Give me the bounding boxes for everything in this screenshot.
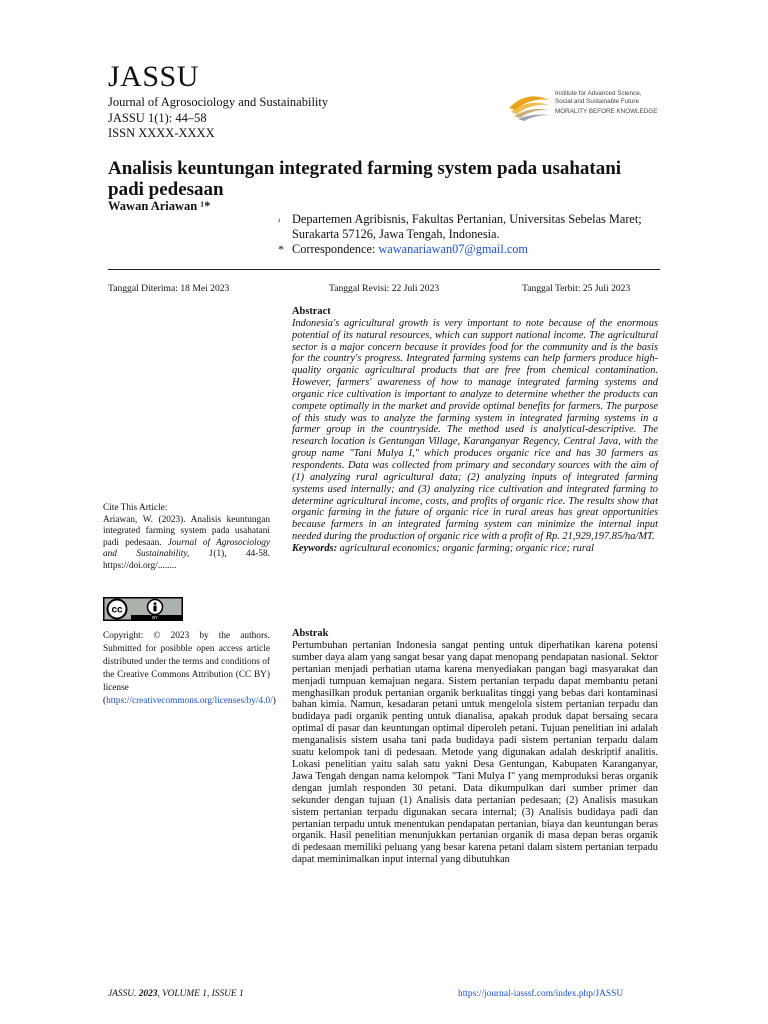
journal-volume-pages: JASSU 1(1): 44–58 — [108, 111, 207, 125]
correspondence-label: Correspondence: — [292, 242, 379, 256]
cc-by-license-icon[interactable] — [103, 597, 183, 621]
journal-full-name: Journal of Agrosociology and Sustainability — [108, 95, 329, 109]
abstract-heading: Abstract — [292, 306, 331, 317]
abstrak-indonesian — [292, 628, 658, 866]
by-badge-text: BY — [152, 614, 158, 620]
journal-issn: ISSN XXXX-XXXX — [108, 126, 215, 140]
footer-suffix: , VOLUME 1, ISSUE 1 — [157, 989, 244, 999]
affiliation-text: Departemen Agribisnis, Fakultas Pertanian, Universitas Sebelas Maret; Surakarta 57126, Jawa Tengah, Indonesia. — [292, 212, 642, 241]
affiliation-mark: ¹ — [278, 217, 281, 226]
journal-name: JASSU — [108, 60, 199, 93]
cite-text-1: Ariawan, W. (2023). Analisis keuntungan integrated farming system pada usahatani padi pedesaan. — [103, 514, 270, 548]
institute-logo-text — [555, 90, 657, 116]
correspondence-mark: * — [278, 242, 284, 256]
footer-year: 2023 — [138, 989, 158, 999]
footer-prefix: JASSU. — [108, 989, 139, 999]
abstrak-heading: Abstrak — [292, 628, 329, 639]
header-divider — [108, 269, 660, 270]
footer-journal-info — [108, 989, 244, 999]
logo-line-2: Social and Sustainable Future — [555, 98, 640, 106]
logo-line-3: MORALITY BEFORE KNOWLEDGE — [555, 107, 658, 115]
cite-heading: Cite This Article: — [103, 503, 168, 513]
abstrak-body: Pertumbuhan pertanian Indonesia sangat penting untuk diperhatikan karena potensi sumber daya alam yang sangat besar yang dapat menopang pendapatan nasional. Sektor pertanian menjadi perhatian utama karena menyediakan pangan bagi masyarakat dan menjadi tumpuan kemajuan negara. Sistem pertanian terpadu dapat membantu petani menghasilkan produk pertanian organik berkualitas tinggi yang bebas dari kontaminasi bahan kimia. Namun, kesadaran petani untuk mengelola sistem pertanian terpadu dan budidaya padi organik penting untuk dianalisa, apakah produk dapat bersaing secara optimal di pasar dan keuntungan optimal diperoleh petani. Tujuan penelitian ini adalah menganalisis sistem usaha tani pada budidaya padi sistem pertanian terpadu dalam suatu kelompok tani di pedesaan. Metode yang digunakan adalah deskriptif analitis. Lokasi penelitian yaitu salah satu yakni Desa Gentungan, Kabupaten Karanganyar, Jawa Tengah dengan nama kelompok "Tani Mulya I" yang memproduksi beras organik dengan jumlah responden 30 petani. Data dikumpulkan dari sumber primer dan sekunder dengan tujuan (1) Analisis data pertanian pedesaan; (2) Analisis masukan sistem pertanian terpadu digunakan secara internal; (3) Analisis budidaya padi dan pertanian terpadu untuk menentukan pendapatan pertanian, biaya dan keuntungan beras organik. Hasil penelitian menunjukkan pertanian organik di masa depan beras organik di pedesaan memiliki peluang yang besar karena petani dalam sistem pertanian terpadu dapat meminimalkan input internal yang dibutuhkan — [292, 639, 658, 866]
abstract-body: Indonesia's agricultural growth is very important to note because of the enormous potential of its natural resources, which can support national income. The agricultural sector is a major concern because it provides food for the community and is the basis for the country's progress. Integrated farming systems can help farmers produce high-quality organic agricultural products that are free from chemical contamination. However, farmers' awareness of how to manage integrated farming systems and organic rice cultivation is important to analyze to determine whether the products can compete optimally in the market and provide optimal benefits for farmers. The purpose of this study was to analyze the farming system in integrated farming systems in a farmer group in the countryside. The method used is analytical-descriptive. The research location is Gentungan Village, Karanganyar Regency, Central Java, with the group name "Tani Mulya I," which produces organic rice and has 30 farmers as respondents. Data was collected from primary and secondary sources with the aim of (1) analyzing rural agricultural data; (2) analyzing inputs of integrated farming systems used internally; and (3) analyzing rice cultivation and integrated farming to determine agricultural income, costs, and profits of organic rice. The results show that organic farming in the future of organic rice in rural areas has great opportunities because farmers in an integrated farming system can minimize the internal input needed during the production of organic rice with a profit of Rp. 21,929,197.85/ha/MT. — [292, 317, 658, 543]
affiliation-block — [278, 212, 658, 257]
keywords-text: agricultural economics; organic farming; organic rice; rural — [339, 542, 594, 554]
copyright-text: Copyright: © 2023 by the authors. Submitted for posibble open access article distributed under the terms and conditions of the Creative Commons Attribution (CC BY) license ( — [103, 631, 270, 706]
logo-line-1: Institute for Advanced Science, — [555, 90, 642, 97]
date-published: Tanggal Terbit: 25 Juli 2023 — [522, 283, 631, 294]
cc-badge-text: cc — [111, 604, 123, 616]
article-title: Analisis keuntungan integrated farming system pada usahatani padi pedesaan — [108, 158, 622, 200]
cite-text-2: (1), 44-58. https://doi.org/........ — [103, 549, 270, 571]
copyright-block — [103, 630, 276, 708]
keywords-label: Keywords: — [292, 542, 340, 554]
cite-block — [103, 503, 270, 573]
cite-journal: Journal of Agrosociology and Sustainability, 1 — [103, 537, 270, 560]
footer-journal-url-link[interactable]: https://journal-iasssf.com/index.php/JASSU — [458, 989, 624, 999]
license-link[interactable]: https://creativecommons.org/licenses/by/4.0/ — [106, 696, 273, 706]
date-received: Tanggal Diterima: 18 Mei 2023 — [108, 283, 230, 294]
copyright-close: ) — [272, 696, 276, 706]
abstract-english — [292, 306, 658, 555]
correspondence-email-link[interactable]: wawanariawan07@gmail.com — [378, 242, 529, 256]
date-revised: Tanggal Revisi: 22 Juli 2023 — [329, 283, 440, 294]
article-author: Wawan Ariawan ¹* — [108, 199, 211, 213]
